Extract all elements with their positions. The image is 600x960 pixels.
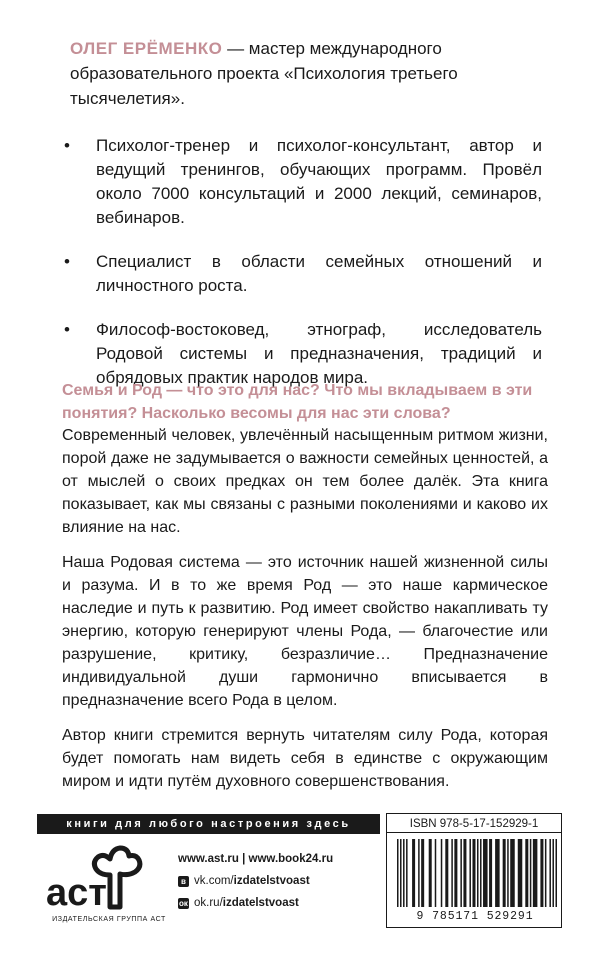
barcode-bar: [421, 839, 424, 907]
barcode-bar: [540, 839, 543, 907]
bullet-icon: •: [64, 320, 70, 339]
list-item: [62, 250, 542, 298]
barcode-bar: [477, 839, 479, 907]
barcode-bar: [518, 839, 523, 907]
isbn-label: ISBN 978-5-17-152929-1: [386, 813, 562, 833]
barcode-bar: [495, 839, 500, 907]
description-paragraph: Современный человек, увлечённый насыщенным ритмом жизни, порой даже не задумывается о важности семейных ценностей, а от мыслей о своих предках он тем более далёк. Эта книга показывает, как мы связаны с разными поколениями и каково их влияние на нас.: [62, 427, 548, 536]
barcode-bar: [549, 839, 551, 907]
ok-row[interactable]: [178, 892, 388, 914]
book-description: [62, 424, 548, 805]
barcode-bar: [400, 839, 402, 907]
author-name: ОЛЕГ ЕРЁМЕНКО: [70, 39, 223, 58]
lead-question: Семья и Род — что это для нас? Что мы вкладываем в эти понятия? Насколько весомы для нас эти слова?: [62, 382, 533, 422]
description-paragraph: Автор книги стремится вернуть читателям силу Рода, которая будет помогать нам видеть себя в единстве с окружающим миром и идти путём духовного совершенствования.: [62, 727, 548, 790]
barcode-bar: [451, 839, 453, 907]
website-link-book24[interactable]: www.book24.ru: [248, 853, 334, 865]
link-separator: |: [238, 853, 249, 865]
barcode-bar: [460, 839, 462, 907]
vk-icon: в: [178, 876, 189, 887]
barcode-bar: [480, 839, 482, 907]
author-credentials-list: [62, 134, 542, 410]
barcode-bar: [454, 839, 457, 907]
barcode-bar: [469, 839, 471, 907]
author-intro: [70, 36, 540, 111]
barcode-bar: [507, 839, 509, 907]
barcode-bar: [403, 839, 405, 907]
barcode-bar: [489, 839, 492, 907]
ok-link-prefix: ok.ru/: [194, 897, 223, 909]
vk-link-handle: izdatelstvoast: [233, 875, 310, 887]
barcode-bar: [441, 839, 443, 907]
barcode-bar: [503, 839, 506, 907]
barcode-bar: [552, 839, 554, 907]
website-row: [178, 848, 388, 870]
credential-text: Философ-востоковед, этнограф, исследователь Родовой системы и предназначения, традиций и обрядовых практик народов мира.: [96, 320, 542, 387]
barcode: [386, 833, 562, 928]
bullet-icon: •: [64, 252, 70, 271]
credential-text: Психолог-тренер и психолог-консультант, автор и ведущий тренингов, обучающих программ. Провёл около 7000 консультаций и 2000 лекций, семинаров, вебинаров.: [96, 136, 542, 227]
barcode-bar: [429, 839, 432, 907]
barcode-bars: [393, 839, 557, 909]
vk-row[interactable]: [178, 870, 388, 892]
barcode-bar: [555, 839, 557, 907]
barcode-bar: [530, 839, 532, 907]
logo-text: аст: [46, 872, 107, 914]
author-intro-text: — мастер международного образовательного проекта «Психология третьего тысячелетия».: [70, 39, 458, 108]
barcode-bar: [435, 839, 437, 907]
ok-icon: ок: [179, 898, 188, 908]
barcode-bar: [397, 839, 399, 907]
list-item: [62, 134, 542, 230]
website-link-ast[interactable]: www.ast.ru: [178, 853, 239, 865]
publisher-logo: [40, 845, 148, 915]
barcode-bar: [533, 839, 538, 907]
publisher-name: ИЗДАТЕЛЬСКАЯ ГРУППА АСТ: [52, 916, 166, 923]
promo-banner: книги для любого настроения здесь: [37, 814, 380, 834]
vk-link-prefix: vk.com/: [194, 875, 234, 887]
barcode-bar: [525, 839, 528, 907]
publisher-links: [178, 848, 388, 914]
description-paragraph: Наша Родовая система — это источник нашей жизненной силы и разума. И в то же время Род — это наше кармическое наследие и путь к развитию. Род имеет свойство накапливать ту энергию, которую генерируют члены Рода, — благочестие или разрушение, критику, безразличие… Предназначение индивидуальной души гармонично вписывается в предназначение всего Рода в целом.: [62, 554, 548, 709]
barcode-bar: [418, 839, 420, 907]
barcode-bar: [412, 839, 415, 907]
credential-text: Специалист в области семейных отношений и личностного роста.: [96, 252, 542, 295]
barcode-bar: [545, 839, 547, 907]
barcode-bar: [406, 839, 408, 907]
barcode-bar: [483, 839, 488, 907]
ok-link-handle: izdatelstvoast: [222, 897, 299, 909]
ast-logo-icon: [40, 845, 148, 915]
barcode-bar: [445, 839, 448, 907]
barcode-bar: [472, 839, 475, 907]
bullet-icon: •: [64, 136, 70, 155]
barcode-bar: [463, 839, 466, 907]
barcode-digits: 9 785171 529291: [416, 910, 534, 923]
barcode-bar: [510, 839, 515, 907]
